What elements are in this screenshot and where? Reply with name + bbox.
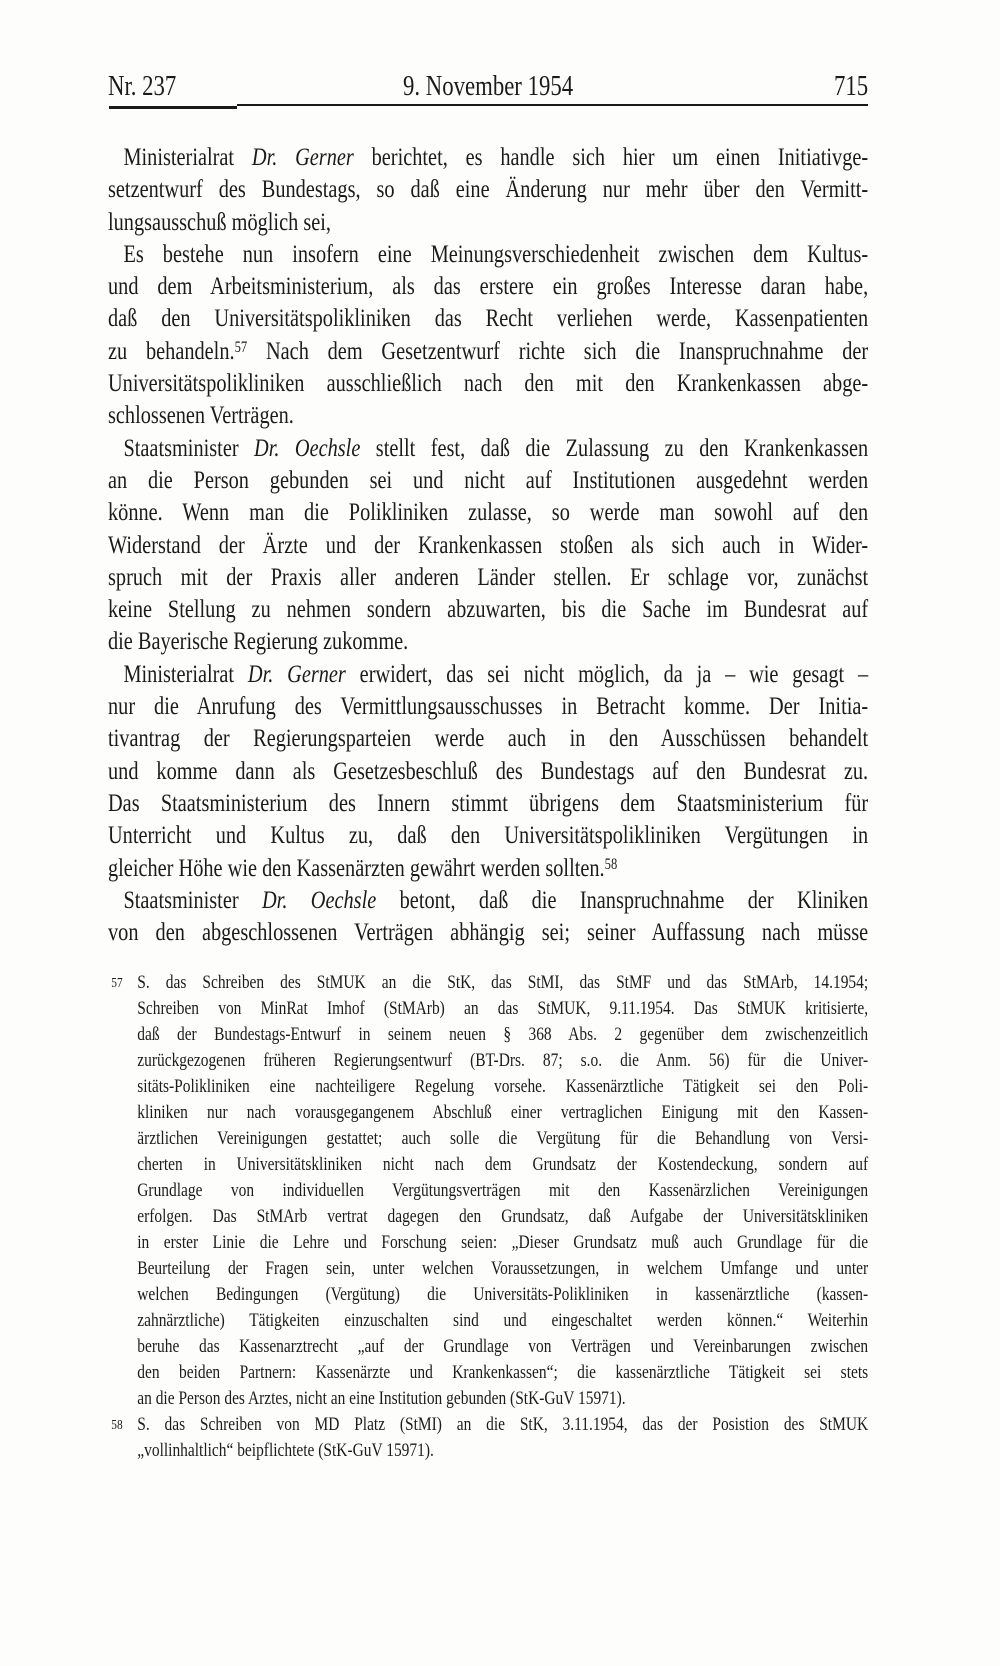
footnote-line	[108, 1074, 868, 1100]
body-line	[108, 820, 868, 852]
footnotes	[108, 970, 868, 1464]
body-line	[108, 691, 868, 723]
footnote-line	[108, 1334, 868, 1360]
text-segment: sitäts-Polikliniken eine nachteiligere Regelung vorsehe. Kassenärztliche Tätigkeit sei den Poli-	[137, 1076, 869, 1097]
footnote-number: 57	[111, 976, 123, 991]
text-segment: cherten in Universitätskliniken nicht nach dem Grundsatz der Kostendeckung, sondern auf	[137, 1154, 869, 1175]
text-segment: an die Person des Arztes, nicht an eine Institution gebunden (StK-GuV 15971).	[137, 1388, 626, 1409]
speaker-name: Dr. Gerner	[251, 144, 354, 171]
footnote-line	[108, 1256, 868, 1282]
text-segment: Das Staatsministerium des Innern stimmt übrigens dem Staatsministerium für	[108, 789, 869, 817]
footnote-line	[108, 1386, 868, 1412]
text-segment: Staatsminister	[123, 886, 263, 914]
body-line	[108, 756, 868, 788]
text-segment: zahnärztliche) Tätigkeiten einzuschalten sind und eingeschaltet werden können.“ Weiterhin	[137, 1310, 869, 1331]
body-line	[108, 239, 868, 271]
body-line	[108, 207, 868, 239]
body-line	[108, 465, 868, 497]
footnote-line	[108, 1204, 868, 1230]
text-segment: Unterricht und Kultus zu, daß den Universitätspolikliniken Vergütungen in	[108, 822, 869, 850]
body-line	[108, 303, 868, 335]
text-segment: an die Person gebunden sei und nicht auf Institutionen ausgedehnt werden	[108, 466, 869, 494]
footnote-reference: 58	[604, 855, 618, 873]
footnote-line	[108, 1438, 868, 1464]
text-segment: die Bayerische Regierung zukomme.	[108, 628, 409, 656]
body-line	[108, 336, 868, 368]
body-line	[108, 659, 868, 691]
body-line	[108, 562, 868, 594]
footnote-line	[108, 970, 868, 996]
header-rule-left-segment	[109, 106, 237, 109]
text-segment: stellt fest, daß die Zulassung zu den Krankenkassen	[360, 434, 869, 462]
footnote-line	[108, 1126, 868, 1152]
text-segment: Staatsminister	[123, 434, 255, 462]
text-segment: Schreiben von MinRat Imhof (StMArb) an das StMUK, 9.11.1954. Das StMUK kritisierte,	[137, 998, 869, 1019]
header-date: 9. November 1954	[403, 71, 574, 102]
text-segment: „vollinhaltlich“ beipflichtete (StK-GuV 15971).	[137, 1440, 434, 1461]
text-segment: betont, daß die Inanspruchnahme der Kliniken	[376, 886, 869, 914]
text-segment: Grundlage von individuellen Vergütungsverträgen mit den Kassenärzlichen Vereinigungen	[137, 1180, 869, 1201]
text-segment: beruhe das Kassenarztrecht „auf der Grundlage von Verträgen und Vereinbarungen zwischen	[137, 1336, 869, 1357]
page-number: 715	[834, 71, 869, 102]
text-segment: Ministerialrat	[123, 660, 248, 688]
footnote-line	[108, 1308, 868, 1334]
text-segment: könne. Wenn man die Polikliniken zulasse, so werde man sowohl auf den	[108, 499, 869, 527]
text-segment: und dem Arbeitsministerium, als das erstere ein großes Interesse daran habe,	[108, 273, 869, 301]
body-line	[108, 917, 868, 949]
text-segment: Nach dem Gesetzentwurf richte sich die Inanspruchnahme der	[247, 337, 869, 365]
body-line	[108, 885, 868, 917]
footnote-number: 58	[111, 1418, 123, 1433]
body-line	[108, 853, 868, 885]
footnote-line	[108, 1022, 868, 1048]
text-segment: tivantrag der Regierungsparteien werde auch in den Ausschüssen behandelt	[108, 725, 869, 753]
text-segment: daß den Universitätspolikliniken das Recht verliehen werde, Kassenpatienten	[108, 305, 869, 333]
text-segment: nur die Anrufung des Vermittlungsausschusses in Betracht komme. Der Initia-	[108, 693, 869, 721]
text-segment: S. das Schreiben von MD Platz (StMI) an die StK, 3.11.1954, das der Posistion des StMUK	[137, 1414, 869, 1435]
footnote-line	[108, 1412, 868, 1438]
text-segment: keine Stellung zu nehmen sondern abzuwarten, bis die Sache im Bundesrat auf	[108, 596, 869, 624]
footnote-line	[108, 1100, 868, 1126]
body-line	[108, 530, 868, 562]
text-segment: Beurteilung der Fragen sein, unter welchen Voraussetzungen, in welchem Umfange und unter	[137, 1258, 869, 1279]
text-segment: erfolgen. Das StMArb vertrat dagegen den Grundsatz, daß Aufgabe der Universitätskliniken	[137, 1206, 869, 1227]
text-segment: Widerstand der Ärzte und der Krankenkassen stoßen als sich auch in Wider-	[108, 531, 869, 559]
body-line	[108, 368, 868, 400]
body-line	[108, 497, 868, 529]
text-segment: von den abgeschlossenen Verträgen abhängig sei; seiner Auffassung nach müsse	[108, 919, 869, 947]
footnote-line	[108, 1360, 868, 1386]
body-line	[108, 626, 868, 658]
text-segment: Universitätspolikliniken ausschließlich nach den mit den Krankenkassen abge-	[108, 370, 869, 398]
text-segment: schlossenen Verträgen.	[108, 402, 294, 430]
text-segment: den beiden Partnern: Kassenärzte und Krankenkassen“; die kassenärztliche Tätigkeit sei stets	[137, 1362, 869, 1383]
text-segment: S. das Schreiben des StMUK an die StK, das StMI, das StMF und das StMArb, 14.1954;	[137, 972, 869, 993]
footnote-line	[108, 1048, 868, 1074]
body-line	[108, 788, 868, 820]
body-line	[108, 174, 868, 206]
text-segment: spruch mit der Praxis aller anderen Länder stellen. Er schlage vor, zunächst	[108, 563, 869, 591]
speaker-name: Dr. Oechsle	[254, 434, 361, 462]
text-segment: ärztlichen Vereinigungen gestattet; auch solle die Vergütung für die Behandlung von Versi-	[137, 1128, 869, 1149]
body-line	[108, 400, 868, 432]
text-segment: zurückgezogenen früheren Regierungsentwurf (BT-Drs. 87; s.o. die Anm. 56) für die Univer-	[137, 1050, 869, 1071]
text-segment: setzentwurf des Bundestags, so daß eine Änderung nur mehr über den Vermitt-	[108, 176, 869, 204]
footnote-line	[108, 1152, 868, 1178]
footnote-line	[108, 1178, 868, 1204]
text-segment: erwidert, das sei nicht möglich, da ja – wie gesagt –	[345, 660, 869, 688]
text-segment: in erster Linie die Lehre und Forschung seien: „Dieser Grundsatz muß auch Grundlage für die	[137, 1232, 869, 1253]
header-rule	[108, 102, 868, 110]
body-line	[108, 723, 868, 755]
text-segment: welchen Bedingungen (Vergütung) die Universitäts-Polikliniken in kassenärztliche (kassen-	[137, 1284, 869, 1305]
text-segment: und komme dann als Gesetzesbeschluß des Bundestags auf den Bundesrat zu.	[108, 757, 869, 785]
text-segment: Es bestehe nun insofern eine Meinungsverschiedenheit zwischen dem Kultus-	[123, 240, 869, 268]
text-segment: zu behandeln.	[108, 337, 235, 365]
footnote-line	[108, 996, 868, 1022]
footnote-line	[108, 1282, 868, 1308]
text-segment: berichtet, es handle sich hier um einen Initiativge-	[353, 144, 869, 171]
body-line	[108, 594, 868, 626]
text-segment: lungsausschuß möglich sei,	[108, 208, 331, 236]
body-line	[108, 271, 868, 303]
text-segment: Ministerialrat	[123, 144, 252, 171]
footnote-reference: 57	[234, 338, 248, 356]
text-segment: gleicher Höhe wie den Kassenärzten gewährt werden sollten.	[108, 854, 605, 882]
footnote-line	[108, 1230, 868, 1256]
header-rule-main-segment	[237, 104, 868, 106]
speaker-name: Dr. Oechsle	[262, 886, 377, 914]
doc-number: Nr. 237	[108, 71, 177, 102]
body-line	[108, 433, 868, 465]
text-segment: daß der Bundestags-Entwurf in seinem neuen § 368 Abs. 2 gegenüber dem zwischenzeitlich	[137, 1024, 869, 1045]
page-header	[108, 72, 868, 104]
text-segment: kliniken nur nach vorausgegangenem Abschluß einer vertraglichen Einigung mit den Kassen-	[137, 1102, 869, 1123]
speaker-name: Dr. Gerner	[247, 660, 346, 688]
body-text	[108, 142, 868, 949]
body-line	[108, 142, 868, 174]
